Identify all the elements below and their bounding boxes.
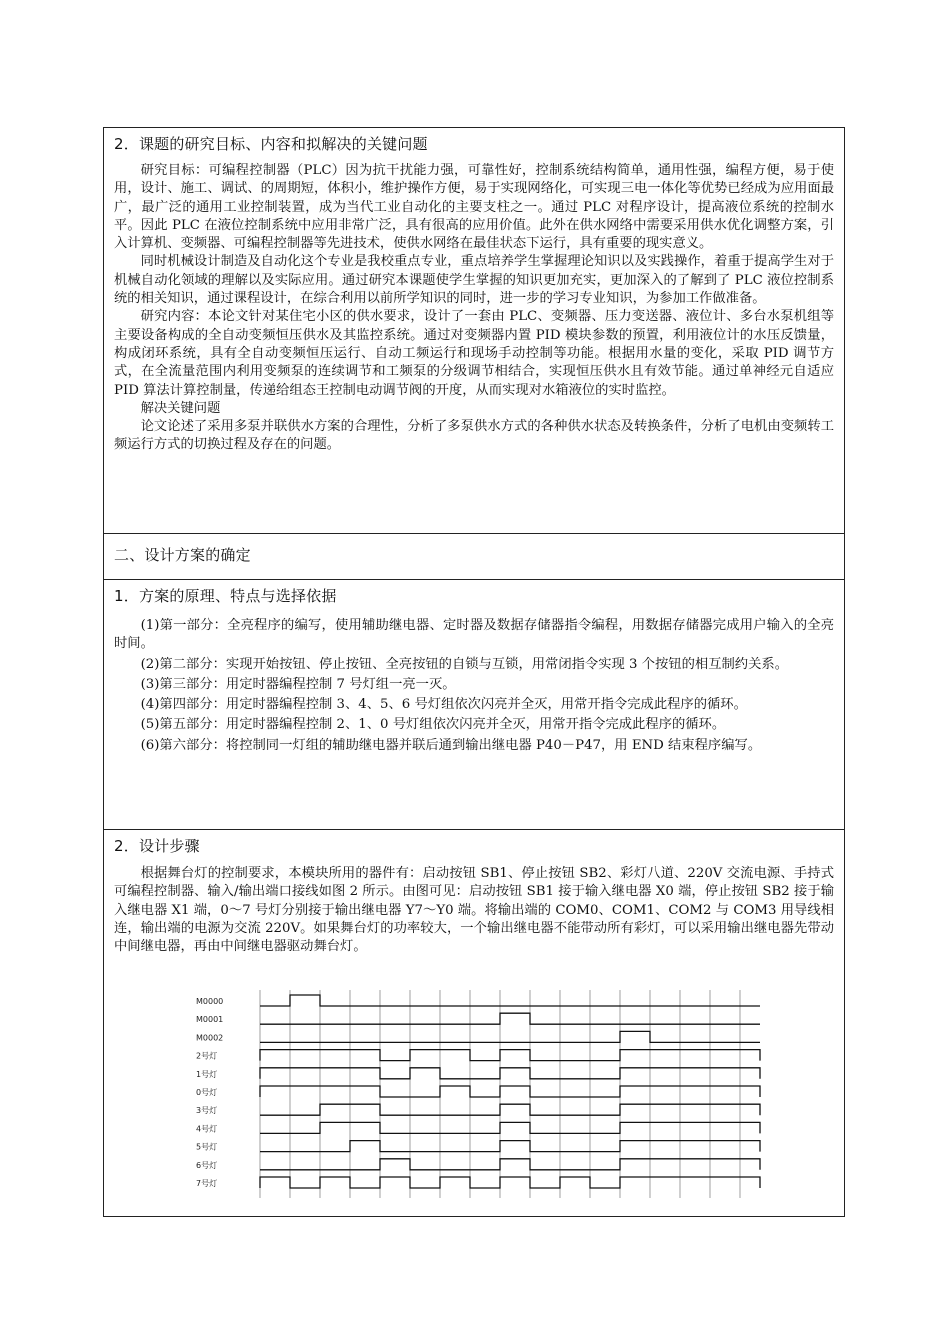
signal-waveform [260, 995, 760, 1006]
signal-waveform [260, 1104, 760, 1115]
list-item: (3)第三部分：用定时器编程控制 7 号灯组一亮一灭。 [140, 676, 456, 692]
timing-diagram [192, 986, 762, 1204]
signal-waveform [260, 1050, 760, 1061]
signal-waveform [260, 1031, 760, 1042]
section-heading: 2．设计步骤 [114, 837, 200, 855]
signal-label: M0002 [196, 1033, 224, 1043]
list-item: (4)第四部分：用定时器编程控制 3、4、5、6 号灯组依次闪亮并全灭，用常开指令完成此程序的循环。 [140, 697, 747, 713]
signal-waveform [260, 1013, 760, 1024]
paragraph: 研究目标：可编程控制器（PLC）因为抗干扰能力强，可靠性好，控制系统结构简单，通用性强，编程方便，易于使用，设计、施工、调试、的周期短，体积小，维护操作方便，易于实现网络化，可实现三电一体化等优势已经成为应用面最广，最广泛的通用工业控制装置，成为当代工业自动化的主要支柱之一。通过 PLC 对程序设计，提高液位系统的控制水平。因此 PLC 在液位控制系统中应用非常广泛，具有很高的应用价值。此外在供水网络中需要采用供水优化调整方案，引入计算机、变频器、可编程控制器等先进技术，使供水网络在最佳状态下运行，具有重要的现实意义。 [114, 163, 834, 252]
signal-label: 1号灯 [196, 1069, 218, 1079]
section-heading: 2．课题的研究目标、内容和拟解决的关键问题 [114, 135, 428, 153]
paragraph: 解决关键问题 [140, 400, 221, 416]
paragraph: 论文论述了采用多泵并联供水方案的合理性，分析了多泵供水方式的各种供水状态及转换条件，分析了电机由变频转工频运行方式的切换过程及存在的问题。 [114, 419, 834, 453]
signal-label: 6号灯 [196, 1160, 218, 1170]
signal-label: 5号灯 [196, 1142, 218, 1152]
signal-label: M0000 [196, 997, 224, 1006]
form-table [103, 127, 845, 1217]
signal-label: 7号灯 [196, 1179, 218, 1188]
signal-label: M0001 [196, 1015, 224, 1025]
section-heading: 二、设计方案的确定 [114, 546, 251, 564]
signal-label: 4号灯 [196, 1124, 218, 1134]
signal-waveform [260, 1122, 760, 1133]
list-item: (6)第六部分：将控制同一灯组的辅助继电器并联后通到输出继电器 P40－P47，用 END 结束程序编写。 [140, 737, 762, 753]
list-item: (2)第二部分：实现开始按钮、停止按钮、全亮按钮的自锁与互锁，用常闭指令实现 3 个按钮的相互制约关系。 [140, 656, 788, 672]
section-design-steps [104, 830, 844, 1216]
section-heading: 1．方案的原理、特点与选择依据 [114, 587, 337, 605]
list-item: (1)第一部分：全亮程序的编写，使用辅助继电器、定时器及数据存储器指令编程，用数据存储器完成用户输入的全亮时间。 [114, 618, 834, 652]
section-design-plan [104, 534, 844, 580]
paragraph: 同时机械设计制造及自动化这个专业是我校重点专业，重点培养学生掌握理论知识以及实践操作，着重于提高学生对于机械自动化领域的理解以及实际应用。通过研究本课题使学生掌握的知识更加充实，更加深入的了解到了 PLC 液位控制系统的相关知识，通过课程设计，在综合利用以前所学知识的同时，进一步的学习专业知识，为参加工作做准备。 [114, 254, 834, 307]
signal-waveform [260, 1068, 760, 1079]
signal-label: 0号灯 [196, 1088, 218, 1097]
section-research-goals [104, 128, 844, 534]
signal-waveform [260, 1086, 760, 1097]
section-body [104, 606, 844, 755]
signal-waveform [260, 1159, 760, 1170]
signal-waveform [260, 1177, 760, 1188]
signal-label: 2号灯 [196, 1051, 218, 1061]
timing-diagram-svg [192, 986, 762, 1204]
paragraph: 根据舞台灯的控制要求，本模块所用的器件有：启动按钮 SB1、停止按钮 SB2、彩灯八道、220V 交流电源、手持式可编程控制器、输入/输出端口接线如图 2 所示。由图可见：启动按钮 SB1 接于输入继电器 X0 端，停止按钮 SB2 接于输入继电器 X1 端，0～7 号灯分别接于输出继电器 Y7～Y0 端。将输出端的 COM0、COM1、COM2 与 COM3 用导线相连，输出端的电源为交流 220V。如果舞台灯的功率较大，一个输出继电器不能带动所有彩灯，可以采用输出继电器先带动中间继电器，再由中间继电器驱动舞台灯。 [114, 866, 834, 955]
signal-waveform [260, 1141, 760, 1152]
section-body [104, 856, 844, 956]
signal-label: 3号灯 [196, 1106, 218, 1116]
section-plan-principle [104, 580, 844, 830]
paragraph: 研究内容：本论文针对某住宅小区的供水要求，设计了一套由 PLC、变频器、压力变送器、液位计、多台水泵机组等主要设备构成的全自动变频恒压供水及其监控系统。通过对变频器内置 PID 模块参数的预置，利用液位计的水压反馈量，构成闭环系统，具有全自动变频恒压运行、自动工频运行和现场手动控制等功能。根据用水量的变化，采取 PID 调节方式，在全流量范围内利用变频泵的连续调节和工频泵的分级调节相结合，实现恒压供水且有效节能。通过单神经元自适应 PID 算法计算控制量，传递给组态王控制电动调节阀的开度，从而实现对水箱液位的实时监控。 [114, 309, 834, 398]
section-body [104, 154, 844, 455]
list-item: (5)第五部分：用定时器编程控制 2、1、0 号灯组依次闪亮并全灭，用常开指令完成此程序的循环。 [140, 717, 726, 733]
